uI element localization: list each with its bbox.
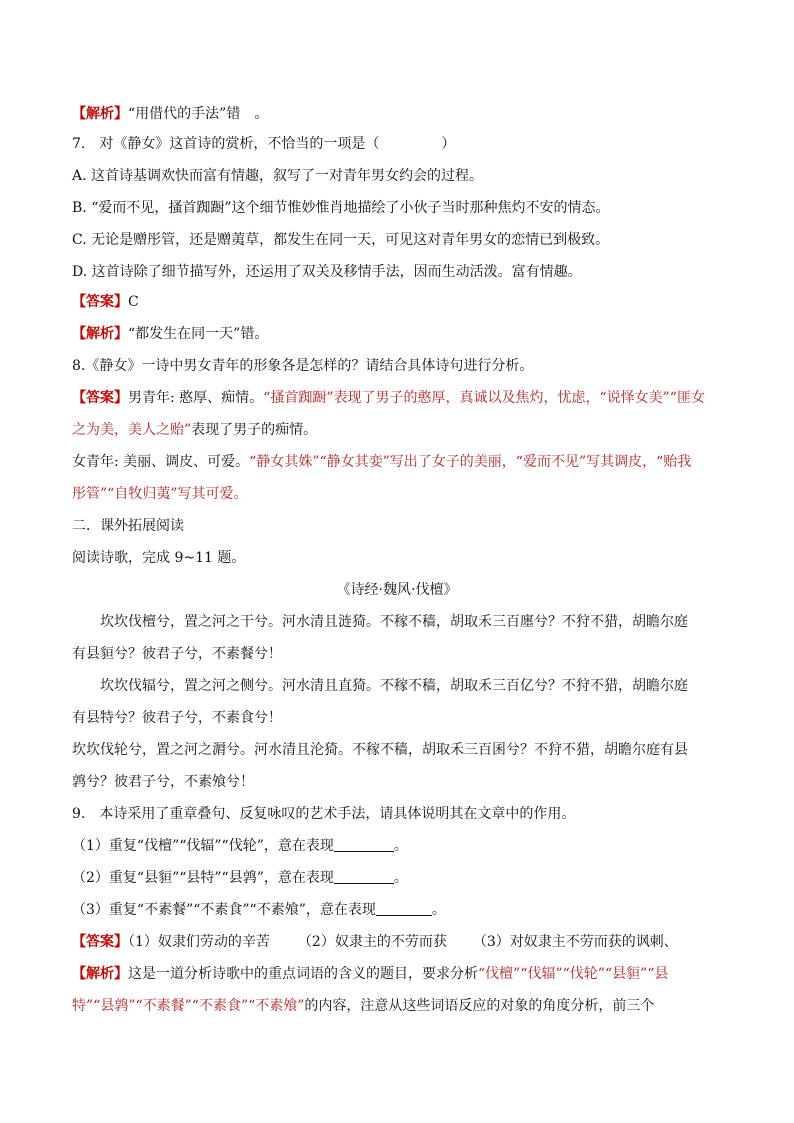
question-7-option-c: C. 无论是赠彤管，还是赠荑草，都发生在同一天，可见这对青年男女的恋情已到极致。 bbox=[72, 232, 610, 248]
question-7-option-a: A. 这首诗基调欢快而富有情趣，叙写了一对青年男女约会的过程。 bbox=[72, 168, 484, 184]
poem-stanza-1-line-1: 坎坎伐檀兮，置之河之干兮。河水清且涟猗。不稼不穑，胡取禾三百廛兮？不狩不猎，胡瞻尔庭 bbox=[100, 614, 688, 630]
question-7-analysis bbox=[72, 324, 268, 344]
analysis-tag: 【解析】 bbox=[72, 106, 128, 122]
analysis-text: “都发生在同一天”错。 bbox=[128, 326, 269, 342]
answer-blank[interactable] bbox=[334, 837, 394, 852]
question-9-stem: 9. 本诗采用了重章叠句、反复咏叹的艺术手法，请具体说明其在文章中的作用。 bbox=[72, 806, 576, 822]
question-9-analysis-line-1: 【解析】这是一道分析诗歌中的重点词语的含义的题目，要求分析“伐檀”“伐辐”“伐轮”“县貆”“县 bbox=[72, 966, 669, 982]
answer-blank[interactable] bbox=[376, 901, 432, 916]
answer-tag: 【答案】 bbox=[72, 294, 128, 310]
analysis-tag: 【解析】 bbox=[72, 966, 128, 982]
poem-stanza-3-line-1: 坎坎伐轮兮，置之河之漘兮。河水清且沦猗。不稼不穑，胡取禾三百囷兮？不狩不猎，胡瞻尔庭有县 bbox=[72, 742, 688, 758]
question-7-answer bbox=[72, 292, 139, 312]
question-8-stem: 8.《静女》一诗中男女青年的形象各是怎样的？请结合具体诗句进行分析。 bbox=[72, 358, 534, 374]
poem-stanza-3-line-2: 鹑兮？彼君子兮，不素飧兮！ bbox=[72, 774, 254, 790]
question-9-part-2: （2）重复“县貆”“县特”“县鹑”，意在表现 。 bbox=[72, 870, 408, 886]
analysis-text: “用借代的手法”错 。 bbox=[128, 106, 269, 122]
analysis-tag: 【解析】 bbox=[72, 326, 128, 342]
question-8-answer-line-1: 【答案】男青年: 憨厚、痴情。“搔首踟蹰”表现了男子的憨厚，真诚以及焦灼，忧虑，“说怿女美”“匪女 bbox=[72, 390, 705, 406]
poem-title: 《诗经·魏风·伐檀》 bbox=[336, 582, 458, 598]
question-8-answer-line-4: 彤管”“自牧归荑”写其可爱。 bbox=[72, 486, 248, 502]
answer-tag: 【答案】 bbox=[72, 390, 128, 406]
answer-value: C bbox=[128, 294, 139, 310]
question-9-part-3: （3）重复“不素餐”“不素食”“不素飧”，意在表现 。 bbox=[72, 902, 446, 918]
answer-blank[interactable] bbox=[334, 869, 394, 884]
poem-stanza-2-line-1: 坎坎伐辐兮，置之河之侧兮。河水清且直猗。不稼不穑，胡取禾三百亿兮？不狩不猎，胡瞻尔庭 bbox=[100, 678, 688, 694]
poem-stanza-2-line-2: 有县特兮？彼君子兮，不素食兮！ bbox=[72, 710, 282, 726]
analysis-line-q6 bbox=[72, 104, 268, 124]
question-7-option-d: D. 这首诗除了细节描写外，还运用了双关及移情手法，因而生动活泼。富有情趣。 bbox=[72, 264, 582, 280]
reading-instruction: 阅读诗歌，完成 9~11 题。 bbox=[72, 550, 246, 566]
question-7-stem: 7. 对《静女》这首诗的赏析，不恰当的一项是（ ） bbox=[72, 136, 456, 152]
answer-tag: 【答案】 bbox=[72, 934, 128, 950]
question-8-answer-line-2: 之为美，美人之贻”表现了男子的痴情。 bbox=[72, 422, 318, 438]
question-8-answer-line-3: 女青年: 美丽、调皮、可爱。“静女其姝”“静女其娈”写出了女子的美丽，“爱而不见”写其调皮，“贻我 bbox=[72, 454, 692, 470]
question-9-analysis-line-2: 特”“县鹑”“不素餐”“不素食”“不素飧”的内容，注意从这些词语反应的对象的角度分析，前三个 bbox=[72, 998, 655, 1014]
question-7-option-b: B. “爱而不见，搔首踟蹰”这个细节惟妙惟肖地描绘了小伙子当时那种焦灼不安的情态。 bbox=[72, 200, 610, 216]
question-9-part-1: （1）重复“伐檀”“伐辐”“伐轮”，意在表现 。 bbox=[72, 838, 408, 854]
poem-stanza-1-line-2: 有县貆兮？彼君子兮，不素餐兮！ bbox=[72, 646, 282, 662]
question-9-answer: 【答案】（1）奴隶们劳动的辛苦 （2）奴隶主的不劳而获 （3）对奴隶主不劳而获的讽刺、 bbox=[72, 934, 678, 950]
section-heading: 二．课外拓展阅读 bbox=[72, 518, 184, 534]
